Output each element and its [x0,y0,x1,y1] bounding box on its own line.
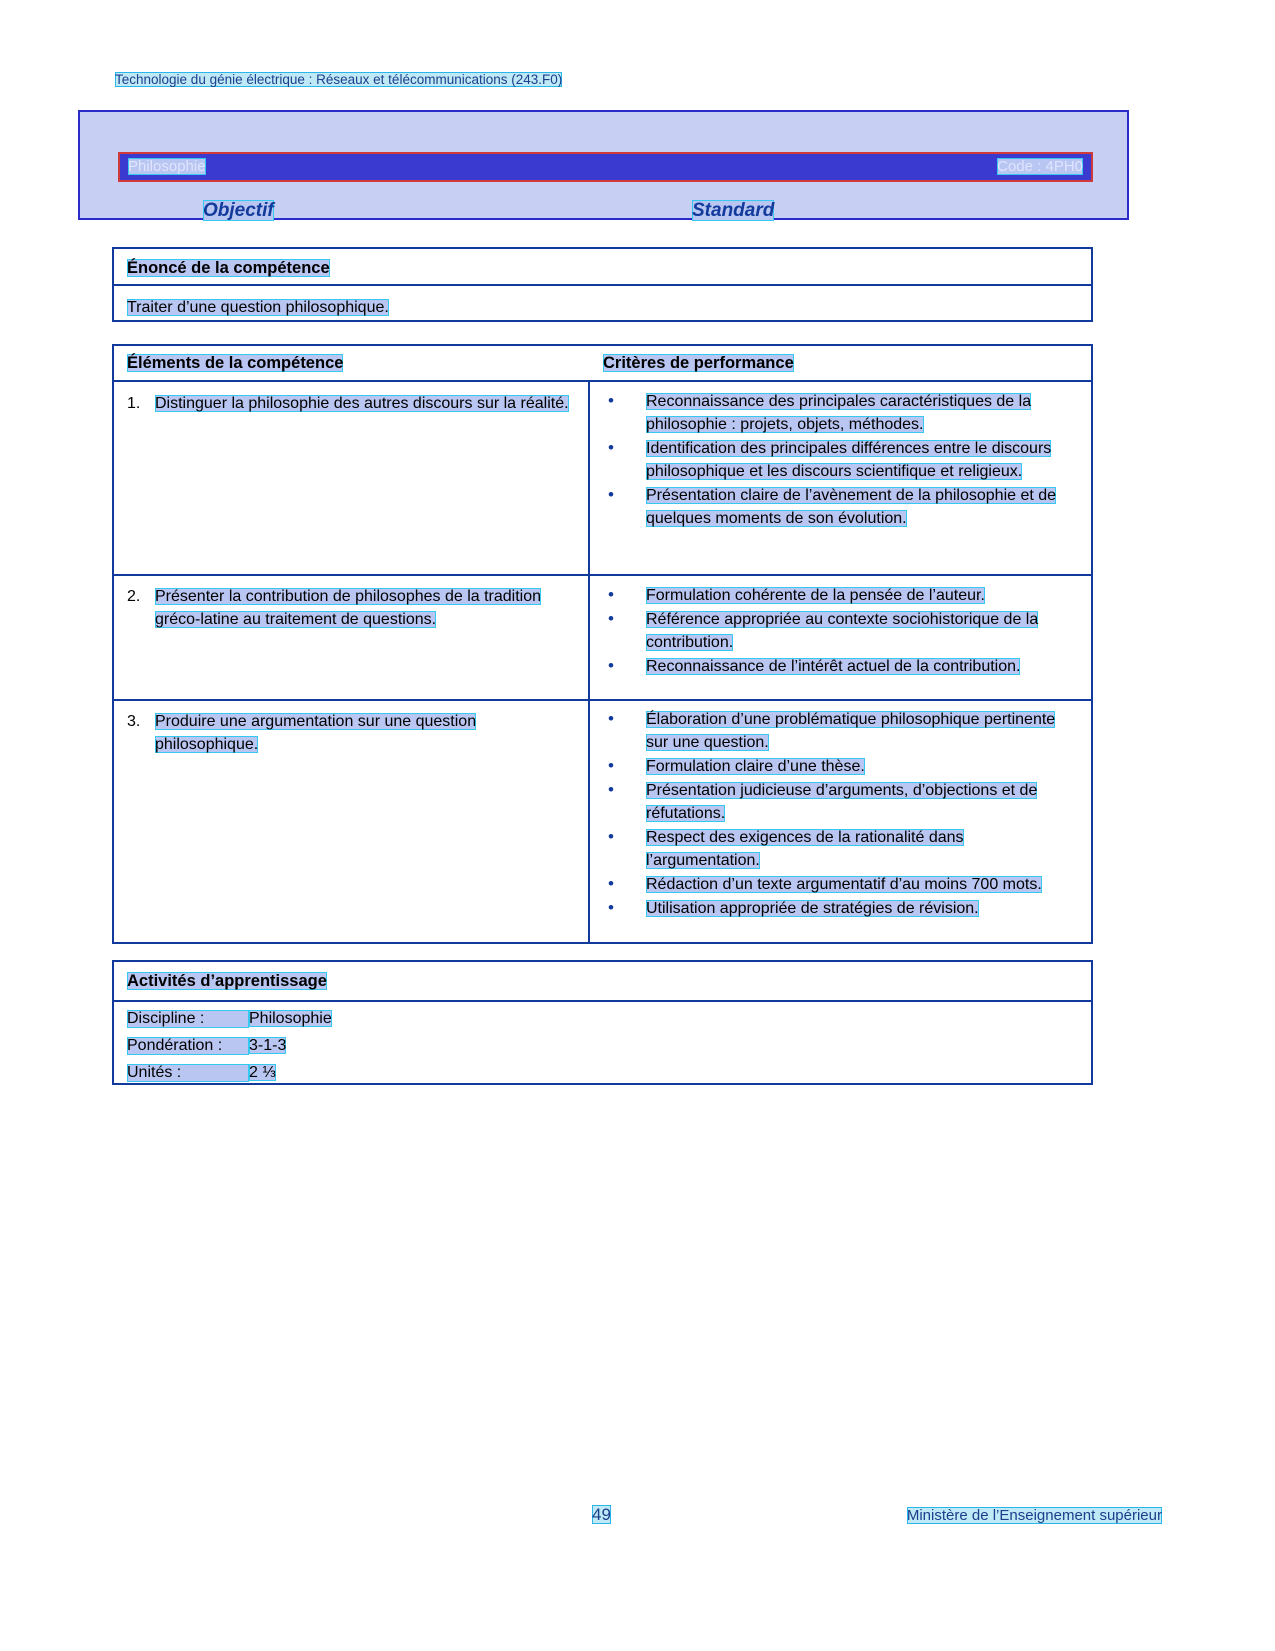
divider [114,380,1091,382]
competence-statement-title-wrap [127,259,330,278]
list-item [603,779,1081,825]
discipline-row [127,1010,332,1028]
elements-criteria-table [112,344,1093,944]
element-text: Présenter la contribution de philosophes de la tradition gréco-latine au traitement de questions. [155,588,542,628]
discipline-value: Philosophie [249,1010,332,1027]
criteria-list [603,584,1081,679]
unites-row [127,1064,276,1082]
criterion-text: Formulation claire d’une thèse. [646,758,865,775]
competence-statement-title: Énoncé de la compétence [127,259,330,277]
criterion-text: Référence appropriée au contexte sociohistorique de la contribution. [646,611,1039,651]
divider [114,284,1091,286]
list-item [603,484,1081,530]
criteria-list [603,708,1081,921]
objectif-heading: Objectif [203,200,274,221]
criterion-text: Formulation cohérente de la pensée de l’auteur. [646,587,985,604]
criterion-text: Identification des principales différences entre le discours philosophique et les discours scientifique et religieux. [646,440,1052,480]
divider [114,699,1091,701]
discipline-name-wrap [128,158,206,175]
competence-statement-text: Traiter d’une question philosophique. [127,299,389,316]
list-item [603,897,1081,920]
list-item [603,655,1081,678]
criterion-text: Reconnaissance des principales caractéristiques de la philosophie : projets, objets, méthodes. [646,393,1032,433]
list-item [603,437,1081,483]
standard-heading: Standard [692,200,775,221]
program-title: Technologie du génie électrique : Réseaux et télécommunications (243.F0) [115,72,563,87]
table-row [127,710,582,756]
competence-code-wrap [997,158,1083,175]
document-running-header [115,72,562,87]
divider [114,574,1091,576]
criteria-column-header-wrap [603,354,794,373]
unites-value: 2 ⅓ [249,1064,276,1081]
criterion-text: Présentation claire de l’avènement de la philosophie et de quelques moments de son évolution. [646,487,1057,527]
learning-activities-title-wrap [127,972,327,991]
list-item [603,708,1081,754]
objectif-heading-wrap [203,200,274,222]
table-row [127,392,582,415]
list-item [603,584,1081,607]
criterion-text: Présentation judicieuse d’arguments, d’objections et de réfutations. [646,782,1038,822]
page-number: 49 [592,1505,611,1524]
ponderation-label: Pondération : [127,1037,249,1055]
element-text: Distinguer la philosophie des autres discours sur la réalité. [155,395,569,412]
page-number-wrap [592,1505,611,1525]
divider [114,1000,1091,1002]
unites-label: Unités : [127,1064,249,1082]
discipline-name: Philosophie [128,158,206,175]
table-row [127,585,582,631]
discipline-label: Discipline : [127,1010,249,1028]
element-text: Produire une argumentation sur une question philosophique. [155,713,477,753]
list-item [603,826,1081,872]
list-item [603,390,1081,436]
list-item [603,873,1081,896]
elements-column-header-wrap [127,354,343,373]
objective-standard-band [78,110,1129,220]
learning-activities-title: Activités d’apprentissage [127,972,327,990]
criterion-text: Respect des exigences de la rationalité dans l’argumentation. [646,829,964,869]
criteria-list [603,390,1081,531]
criterion-text: Utilisation appropriée de stratégies de révision. [646,900,979,917]
ponderation-row [127,1037,286,1055]
criteria-column-header: Critères de performance [603,354,794,372]
column-divider [588,380,590,942]
competence-statement-text-wrap [127,296,389,319]
criterion-text: Rédaction d’un texte argumentatif d’au moins 700 mots. [646,876,1042,893]
learning-activities-box [112,960,1093,1085]
criterion-text: Reconnaissance de l’intérêt actuel de la contribution. [646,658,1021,675]
discipline-code-bar [118,152,1093,182]
competence-code: Code : 4PH0 [997,158,1083,175]
list-item [603,608,1081,654]
competence-statement-box [112,247,1093,322]
ponderation-value: 3-1-3 [249,1037,287,1054]
criterion-text: Élaboration d’une problématique philosophique pertinente sur une question. [646,711,1056,751]
list-item [603,755,1081,778]
elements-column-header: Éléments de la compétence [127,354,344,372]
element-number: 1. [127,395,141,412]
element-number: 3. [127,713,141,730]
ministry-footer-wrap [907,1507,1162,1524]
element-number: 2. [127,588,141,605]
standard-heading-wrap [692,200,774,222]
ministry-footer: Ministère de l’Enseignement supérieur [906,1507,1162,1524]
